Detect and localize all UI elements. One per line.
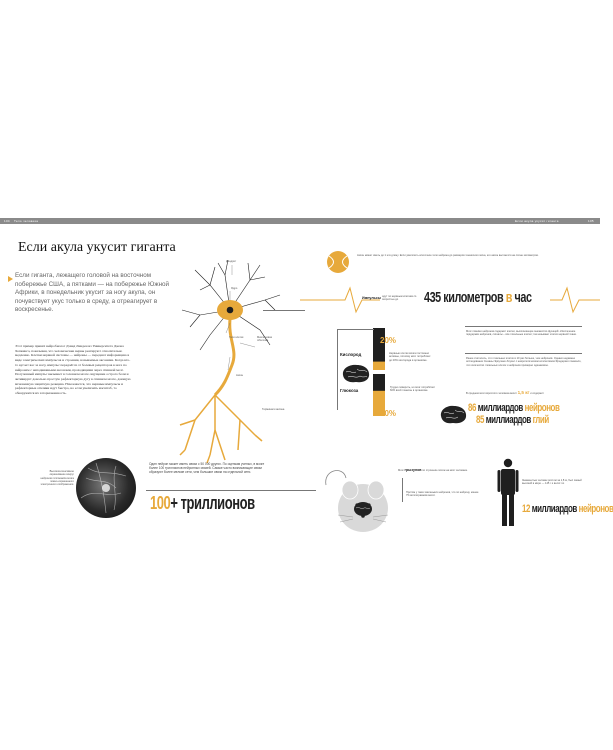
neuron-illustration (170, 255, 305, 485)
intro-text: Если гиганта, лежащего головой на восточном побережье США, а пятками — на побережье Южной Африки, в понедельник укусит за ногу акула, он почувствует укус только в среду, а отреагирует в воскресенье. (15, 272, 170, 314)
label-myelin: Миелиновая оболочка (257, 336, 272, 343)
mouse-note: Притом у таких маленьких нейронов, что по нейрону, менее 75 миллиграммов весят. (406, 491, 479, 498)
glia-note-1: Мозг помимо нейронов содержит клетки, выполняющие множество функций: обеспечение поддержки нейронов, сигналы – все глиальные клетки; так называют клетки нервной ткани. (466, 330, 577, 337)
synapse-number (150, 493, 255, 514)
glia-label: глий (532, 414, 549, 426)
impulse-conj: в (505, 289, 512, 306)
glia-word: миллиардов (485, 414, 531, 426)
human-neurons (522, 503, 613, 515)
brain-weight-text: В среднем мозг взрослого человека весит (466, 392, 517, 395)
page-title: Если акула укусит гиганта (18, 240, 176, 255)
impulse-note: идут по нервным клеткам со скоростью до (382, 295, 417, 302)
oxygen-label: Кислород (340, 352, 362, 357)
rodent-note (398, 469, 468, 472)
label-terminals: Терминали аксона (262, 408, 285, 411)
synapse-note-text: Один нейрон может иметь связи с 50 000 других. По оценкам ученых, в мозге более 100 триллионов нейронных связей. Самые часто возникающие связи образуют более мелкие сети, чем большие связи на отдельной сети. (149, 462, 265, 475)
glucose-label: Глюкоза (340, 388, 359, 393)
header-band-left (0, 218, 300, 224)
right-section-title: Если акула укусит гиганта (515, 219, 559, 223)
impulse-number: 435 (424, 289, 441, 306)
neurons-count (468, 402, 559, 414)
right-page-number: 105 (588, 219, 594, 223)
label-axon: Аксон (236, 374, 244, 377)
oxygen-percent: 20% (380, 336, 397, 345)
impulse-time: час (514, 289, 532, 306)
glia-divider-2 (465, 353, 582, 354)
brain-weight-value: 1,5 кг (517, 390, 530, 395)
human-note: Знаменитые человек ростом за 1,8 м, был самый высокий в мире — 145 г и весят по (522, 479, 582, 486)
impulse-label: Импульсы (362, 296, 381, 300)
glucose-percent: 60% (380, 409, 397, 418)
impulse-speed (424, 289, 532, 306)
tennis-ball-icon (326, 250, 350, 274)
tennis-note: Аксон может иметь до 1 м в длину. Если увеличить клеточное тело нейрона до размеров теннисного мяча, его аксон вытянется на сотню километров. (357, 254, 539, 257)
rodent-note-pre: Мозг (398, 469, 404, 472)
neurons-word: миллиардов (477, 402, 523, 414)
synapse-note (149, 462, 274, 474)
label-cell-body: Тело клетки (229, 336, 244, 339)
intro-marker-icon (8, 276, 13, 282)
neurons-number: 86 (468, 402, 476, 414)
human-silhouette (497, 458, 519, 528)
oxygen-bar (373, 328, 385, 370)
glia-divider-1 (465, 326, 582, 327)
glia-note-2: Ранее считалось, что глиальных клеток в 10 раз больше, чем нейронов. Однако недавнее исследование Сюзаны Эркулано-Хоузел с неврологическим коллективом Фредерико показало, что количество глиальных клеток и нейронов примерно одинаковое. (466, 357, 582, 367)
brain-weight-after: и содержит (530, 392, 544, 395)
brain-weight-note (466, 391, 576, 395)
brain-icon-lower (438, 404, 468, 426)
glia-count (476, 414, 549, 426)
rodent-note-text: по строению похож на мозг человека. (422, 469, 468, 472)
synapse-divider (146, 490, 316, 491)
rodent-highlight: грызунов (404, 468, 422, 472)
body-text: Этот пример привёл нейробиолог Дэвид Линден из Университета Джона Хопкинса, показывая, что человеческие нервы реагируют относительно медленно. Клетки нервной системы — нейроны — передают информацию в виде электрических импульсов и строения, называемые аксонами. Когда кто-то кусает вас за ногу, импульс передаётся от болевых рецепторов в ноге по нейронам с неподвижными аксонами, проходящими через спинной мозг. Полученный импульс вызывает в головном мозге ощущение острого боли и активирует довольно простую рефлекторную дугу в спинном мозге, дающую мгновенную защитную реакцию. Нам кажется, что нервные импульсы и рефлекторные отклики идут быстро, но если увеличить масштаб, то обнаружится их заторможенность. (15, 344, 131, 396)
label-soma: Ядро (231, 287, 238, 290)
synapse-plus: + (170, 493, 178, 513)
synapse-number-value: 100 (150, 493, 171, 513)
human-number: 12 (522, 503, 530, 515)
impulse-unit: километров (443, 289, 504, 306)
label-dendrites: Дендрит (226, 260, 237, 263)
micrograph-caption: Высокоинтенсивное окрашивание вокруг нейронов гиппокампа мозга ложно-окрашенного электронного изображения. (40, 470, 74, 487)
left-page-number: 104 (4, 219, 10, 223)
glia-number: 85 (476, 414, 484, 426)
left-section-title: Тело человека (14, 219, 39, 223)
glucose-note: Трудно поверить, но мозг потребляет 60% всей глюкозы в организме. (390, 386, 435, 393)
bracket-upper (337, 329, 374, 410)
rodent-bracket (402, 478, 403, 502)
oxygen-note: Нервные клетки мозга постоянно активны, поэтому мозг потребляет до 20% кислорода в организме. (389, 352, 431, 362)
neurons-label: нейронов (524, 402, 560, 414)
human-label: нейронов (578, 503, 613, 515)
neuron-micrograph (76, 458, 136, 518)
human-word: миллиардов (531, 503, 577, 515)
synapse-word: триллионов (180, 493, 255, 513)
axon-path (215, 319, 234, 395)
